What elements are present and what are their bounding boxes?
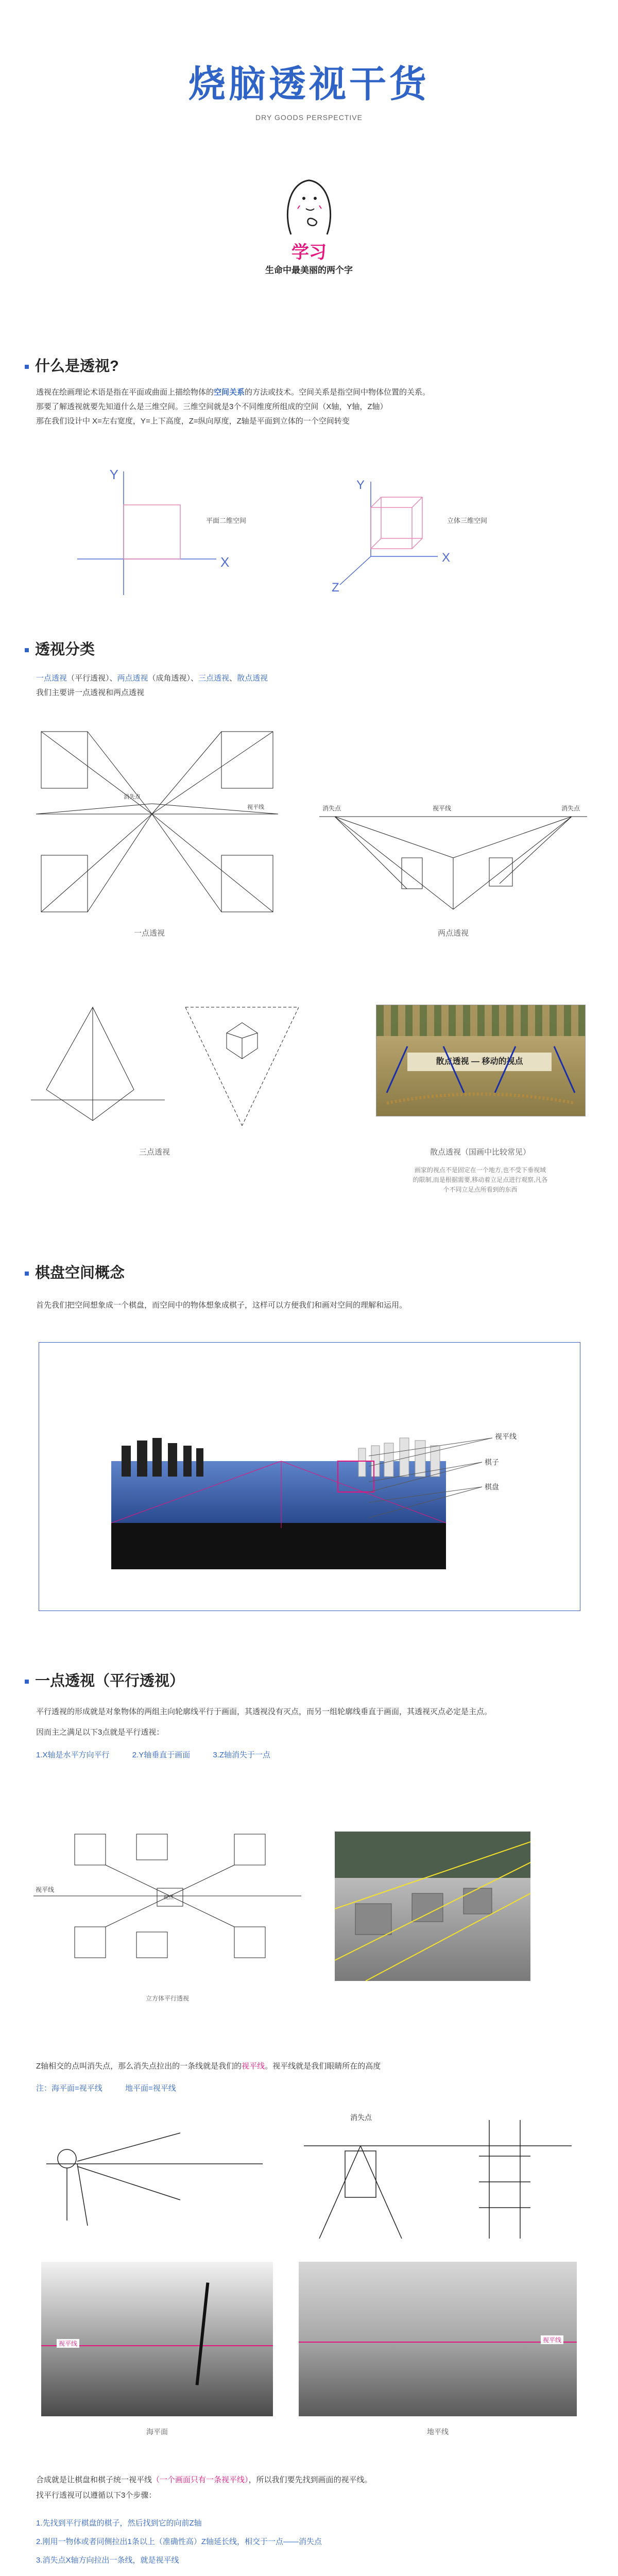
sea-horizon-photo <box>41 2262 273 2416</box>
section-heading-what-is-perspective: 什么是透视? <box>25 354 119 376</box>
section1-line3: 那在我们设计中 X=左右宽度，Y=上下高度，Z=纵向厚度，Z轴是平面到立体的一个空间转变 <box>36 417 350 426</box>
scatter-note: 画家的视点不是固定在一个地方,也不受下垂视域的限制,而是根据需要,移动着立足点进行观察,凡各个不同立足点所看到的东西 <box>413 1166 548 1193</box>
axis-z-label-3d: Z <box>332 581 339 595</box>
section4-text <box>36 1702 582 1743</box>
horizon-label: 视平线 <box>247 804 264 810</box>
axis-x-label: X <box>220 554 230 570</box>
caption-scatter: 散点透视（国画中比较常见） <box>430 1148 530 1157</box>
ground-horizon-tag: 视平线 <box>541 2335 563 2344</box>
caption-one-point: 一点透视 <box>133 929 165 938</box>
ground-horizon-photo <box>299 2262 577 2416</box>
thinking-character-illustration <box>268 173 350 240</box>
section1-line2: 那要了解透视就要先知道什么是三维空间。三维空间就是3个不同维度所组成的空间（X轴，Y轴，Z轴） <box>36 402 388 411</box>
ground-horizon-line <box>299 2342 577 2343</box>
section4-line3: Z轴相交的点叫消失点，那么消失点拉出的一条线就是我们的视平线。视平线就是我们眼睛所在的高度 <box>36 2062 381 2071</box>
three-point-perspective-diagram <box>31 1002 299 1131</box>
section2-text <box>36 671 582 700</box>
section1-line1: 透视在绘画理论术语是指在平面或曲面上描绘物体的空间关系的方法或技术。空间关系是指空间中物体位置的关系。 <box>36 388 431 397</box>
axis-x-label-3d: X <box>442 551 451 565</box>
horizon-notes <box>36 2081 582 2096</box>
section4-line2: 因而主之满足以下3点就是平行透视： <box>36 1728 164 1737</box>
section3-text: 首先我们把空间想象成一个棋盘，而空间中的物体想象成棋子，这样可以方便我们和画对空间的理解和运用。 <box>36 1301 407 1310</box>
section-heading-perspective-types: 透视分类 <box>25 638 95 659</box>
label-chess-piece: 棋子 <box>485 1458 499 1466</box>
painting-scroll-caption: 散点透视 — 移动的视点 <box>407 1053 552 1071</box>
classroom-perspective-lines <box>335 1832 530 1981</box>
label-3d-space: 立体三维空间 <box>447 517 488 524</box>
section-bullet-icon <box>25 365 29 369</box>
one-point-perspective-diagram <box>36 726 278 917</box>
study-label: 学习 <box>291 243 327 262</box>
scatter-perspective-painting <box>376 1005 586 1116</box>
note-sea-level: 注：海平面=视平线 <box>36 2084 102 2093</box>
chessboard-callouts <box>369 1435 575 1528</box>
painting-landscape-band <box>376 1005 585 1036</box>
section4-line5: 找平行透视可以遵循以下3个步骤： <box>36 2491 157 2500</box>
vanishing-point-label: 消失点 <box>124 794 141 800</box>
section4-line4: 合成就是让棋盘和棋子统一视平线（一个画面只有一条视平线），所以我们要先找到画面的视平线。 <box>36 2476 372 2484</box>
axis-y-label-3d: Y <box>356 478 365 492</box>
parallel-rules <box>36 1748 582 1762</box>
study-sub-label: 生命中最美丽的两个字 <box>265 265 353 275</box>
section2-line2: 我们主要讲一点透视和两点透视 <box>36 688 145 697</box>
section-bullet-icon <box>25 648 29 652</box>
section4-line1: 平行透视的形成就是对象物体的两组主向轮廓线平行于画面，其透视没有灭点，而另一组轮廓线垂直于画面，其透视灭点必定是主点。 <box>36 1707 492 1716</box>
step-2: 2.刚用一物体或者同侧拉出1条以上（准确性高）Z轴延长线，相交于一点——消失点 <box>36 2537 322 2546</box>
section1-text <box>36 385 582 429</box>
vanishing-point-right-label: 消失点 <box>561 805 580 812</box>
page-subtitle: DRY GOODS PERSPECTIVE <box>255 113 363 122</box>
page-title: 烧脑透视干货 <box>188 64 430 105</box>
steps-list <box>36 2514 582 2570</box>
caption-ground: 地平线 <box>427 2428 449 2436</box>
label-horizon-cube: 视平线 <box>36 1886 55 1893</box>
label-center-box: 视点 <box>163 1895 174 1901</box>
section-heading-chessboard: 棋盘空间概念 <box>25 1261 125 1282</box>
caption-cube: 立方体平行透视 <box>145 1995 189 2002</box>
label-horizon: 视平线 <box>495 1432 517 1440</box>
section-bullet-icon <box>25 1272 29 1276</box>
horizon-label-two-point: 视平线 <box>433 805 452 812</box>
section-heading-one-point-perspective: 一点透视（平行透视） <box>25 1669 184 1690</box>
classroom-photo <box>335 1832 530 1981</box>
2d-axis-diagram <box>77 461 294 605</box>
painting-arrows <box>376 1036 585 1116</box>
rule-1: 1.X轴是水平方向平行 <box>36 1751 110 1759</box>
3d-axis-diagram <box>330 466 546 605</box>
railway-sketch <box>304 2110 572 2239</box>
rule-2: 2.Y轴垂直于画面 <box>132 1751 191 1759</box>
label-vanishing-point-railway: 消失点 <box>350 2113 372 2122</box>
caption-sea: 海平面 <box>146 2428 168 2436</box>
chessboard-base <box>111 1523 446 1569</box>
vanishing-point-left-label: 消失点 <box>322 805 341 812</box>
eye-level-sketch <box>46 2123 263 2241</box>
cube-parallel-perspective-diagram <box>33 1824 301 1984</box>
chessboard-figure-frame <box>39 1342 580 1611</box>
caption-three-point: 三点透视 <box>139 1148 170 1157</box>
note-ground-level: 地平面=视平线 <box>125 2084 176 2093</box>
step-1: 1.先找到平行棋盘的棋子，然后找到它的向前Z轴 <box>36 2519 202 2528</box>
step-3: 3.消失点X轴方向拉出一条线，就是视平线 <box>36 2556 179 2565</box>
label-chessboard: 棋盘 <box>485 1483 499 1491</box>
palm-tree-trunk <box>196 2282 210 2385</box>
sea-horizon-tag: 视平线 <box>57 2339 79 2348</box>
two-point-perspective-diagram <box>319 796 587 914</box>
caption-two-point: 两点透视 <box>437 929 469 938</box>
label-2d-space: 平面二维空间 <box>206 517 247 524</box>
rule-3: 3.Z轴消失于一点 <box>213 1751 271 1759</box>
section-bullet-icon <box>25 1680 29 1684</box>
perspective-types-line: 一点透视（平行透视）、两点透视（成角透视）、三点透视、散点透视 <box>36 674 268 683</box>
axis-y-label: Y <box>109 467 118 482</box>
